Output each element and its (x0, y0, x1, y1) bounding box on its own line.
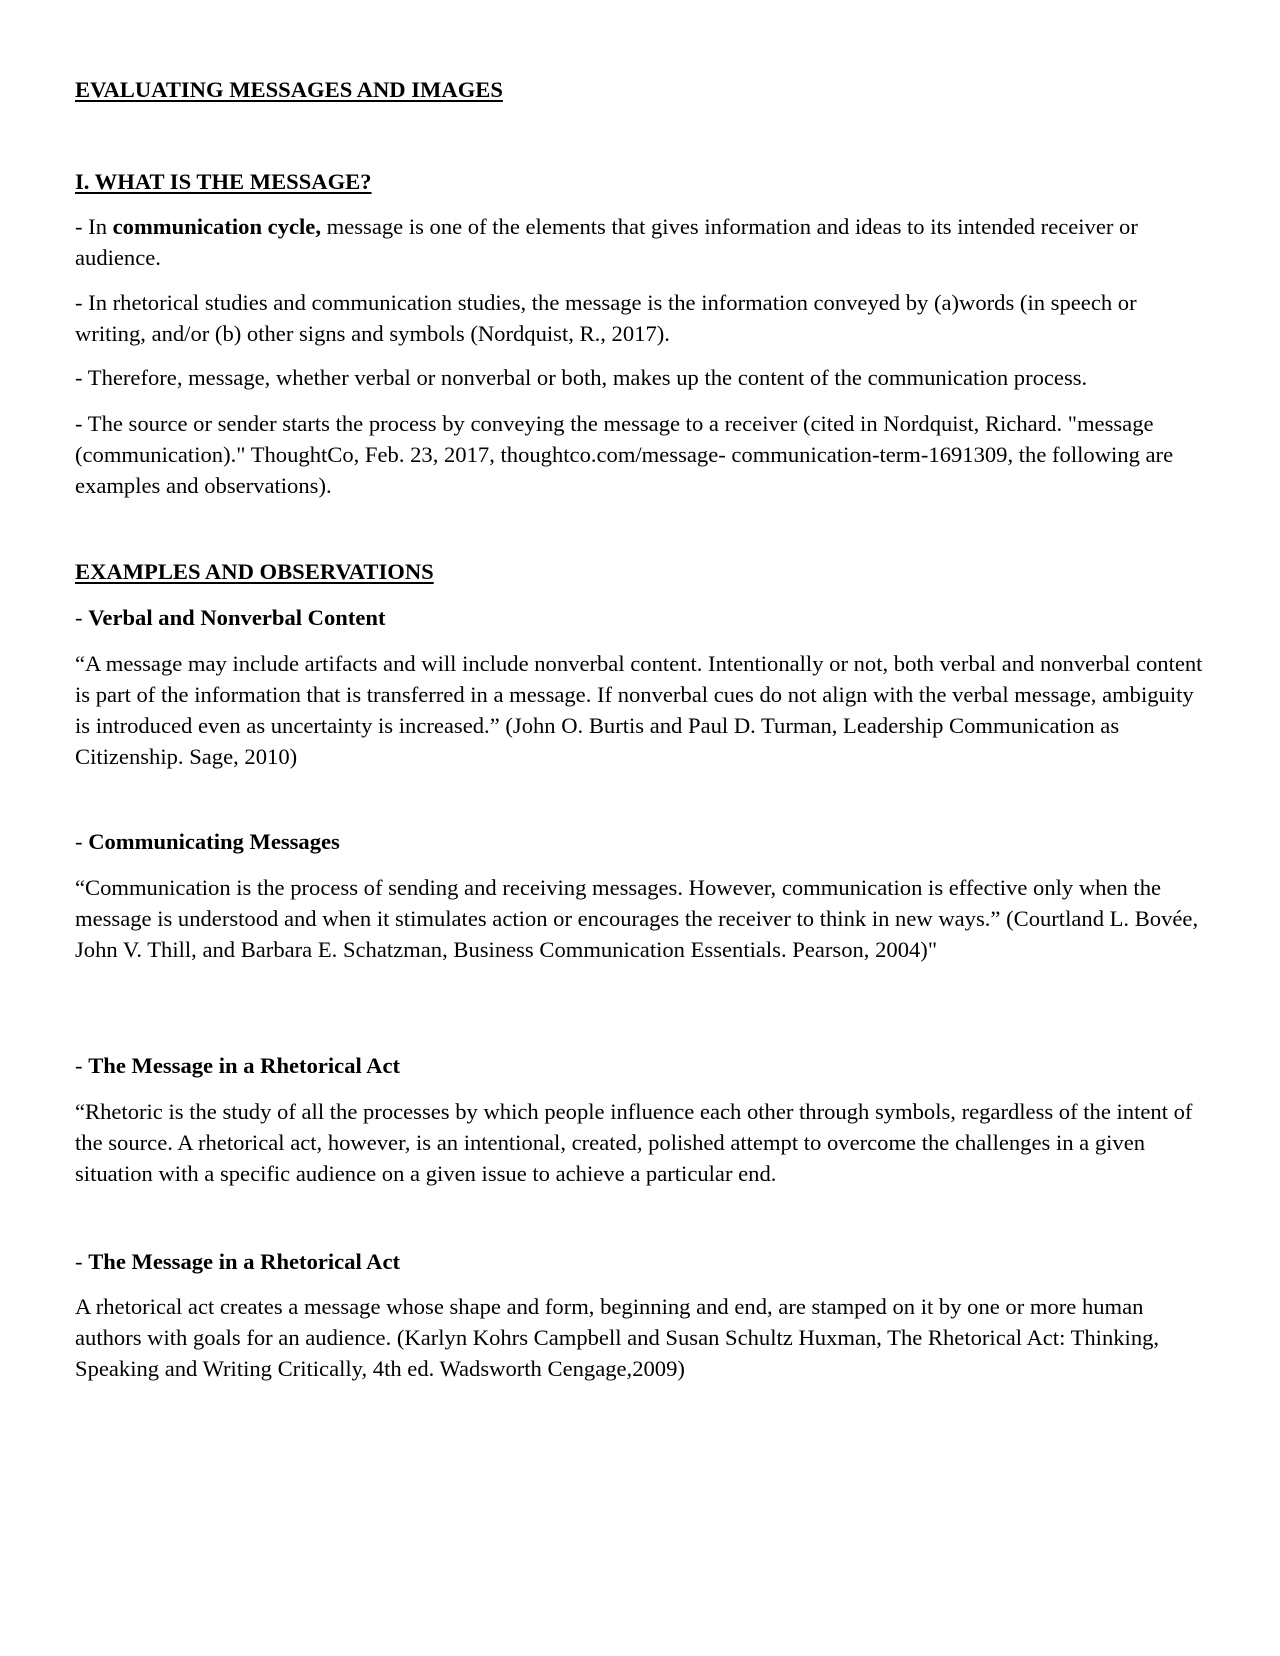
section1-paragraph-4: - The source or sender starts the process by conveying the message to a receiver (cited in Nordquist, Richard. "message (communication)." ThoughtCo, Feb. 23, 2017, thoughtco.com/message- communication-term-1691309, the following are examples and observations). (75, 411, 1174, 498)
p1-rest: message is one of the elements that gives information and ideas to its intended receiver or audience. (75, 214, 1138, 270)
section2-heading: EXAMPLES AND OBSERVATIONS (75, 559, 434, 584)
quote-verbal-nonverbal: “A message may include artifacts and will include nonverbal content. Intentionally or not, both verbal and nonverbal content is part of the information that is transferred in a message. If nonverbal cues do not align with the verbal message, ambiguity is introduced even as uncertainty is increased.” (John O. Burtis and Paul D. Turman, Leadership Communication as Citizenship. Sage, 2010) (75, 651, 1203, 769)
section1-paragraph-1 (75, 211, 1210, 273)
subheading-dash: - (75, 829, 89, 854)
subheading-rhetorical-act-1 (75, 1050, 1210, 1081)
subheading-communicating-messages (75, 826, 1210, 857)
subheading-title: Communicating Messages (88, 829, 340, 854)
p1-bold-term: communication cycle, (112, 214, 321, 239)
quote-rhetorical-act-2: A rhetorical act creates a message whose shape and form, beginning and end, are stamped on it by one or more human authors with goals for an audience. (Karlyn Kohrs Campbell and Susan Schultz Huxman, The Rhetorical Act: Thinking, Speaking and Writing Critically, 4th ed. Wadsworth Cengage,2009) (75, 1294, 1160, 1381)
quote-communicating-messages: “Communication is the process of sending and receiving messages. However, communication is effective only when the message is understood and when it stimulates action or encourages the receiver to think in new ways.” (Courtland L. Bovée, John V. Thill, and Barbara E. Schatzman, Business Communication Essentials. Pearson, 2004)" (75, 875, 1199, 962)
subheading-verbal-nonverbal (75, 602, 1210, 633)
section1-paragraph-2: - In rhetorical studies and communication studies, the message is the information conveyed by (a)words (in speech or writing, and/or (b) other signs and symbols (Nordquist, R., 2017). (75, 290, 1137, 346)
subheading-title: The Message in a Rhetorical Act (88, 1053, 401, 1078)
p1-prefix: - In (75, 214, 113, 239)
subheading-dash: - (75, 1249, 89, 1274)
subheading-rhetorical-act-2 (75, 1246, 1210, 1277)
quote-rhetorical-act-1: “Rhetoric is the study of all the processes by which people influence each other through symbols, regardless of the intent of the source. A rhetorical act, however, is an intentional, created, polished attempt to overcome the challenges in a given situation with a specific audience on a given issue to achieve a particular end. (75, 1099, 1193, 1186)
subheading-dash: - (75, 605, 89, 630)
subheading-title: The Message in a Rhetorical Act (88, 1249, 401, 1274)
section1-heading: I. WHAT IS THE MESSAGE? (75, 169, 372, 194)
subheading-dash: - (75, 1053, 89, 1078)
section1-paragraph-3: - Therefore, message, whether verbal or nonverbal or both, makes up the content of the communication process. (75, 365, 1088, 390)
document-title: EVALUATING MESSAGES AND IMAGES (75, 77, 503, 102)
subheading-title: Verbal and Nonverbal Content (88, 605, 386, 630)
